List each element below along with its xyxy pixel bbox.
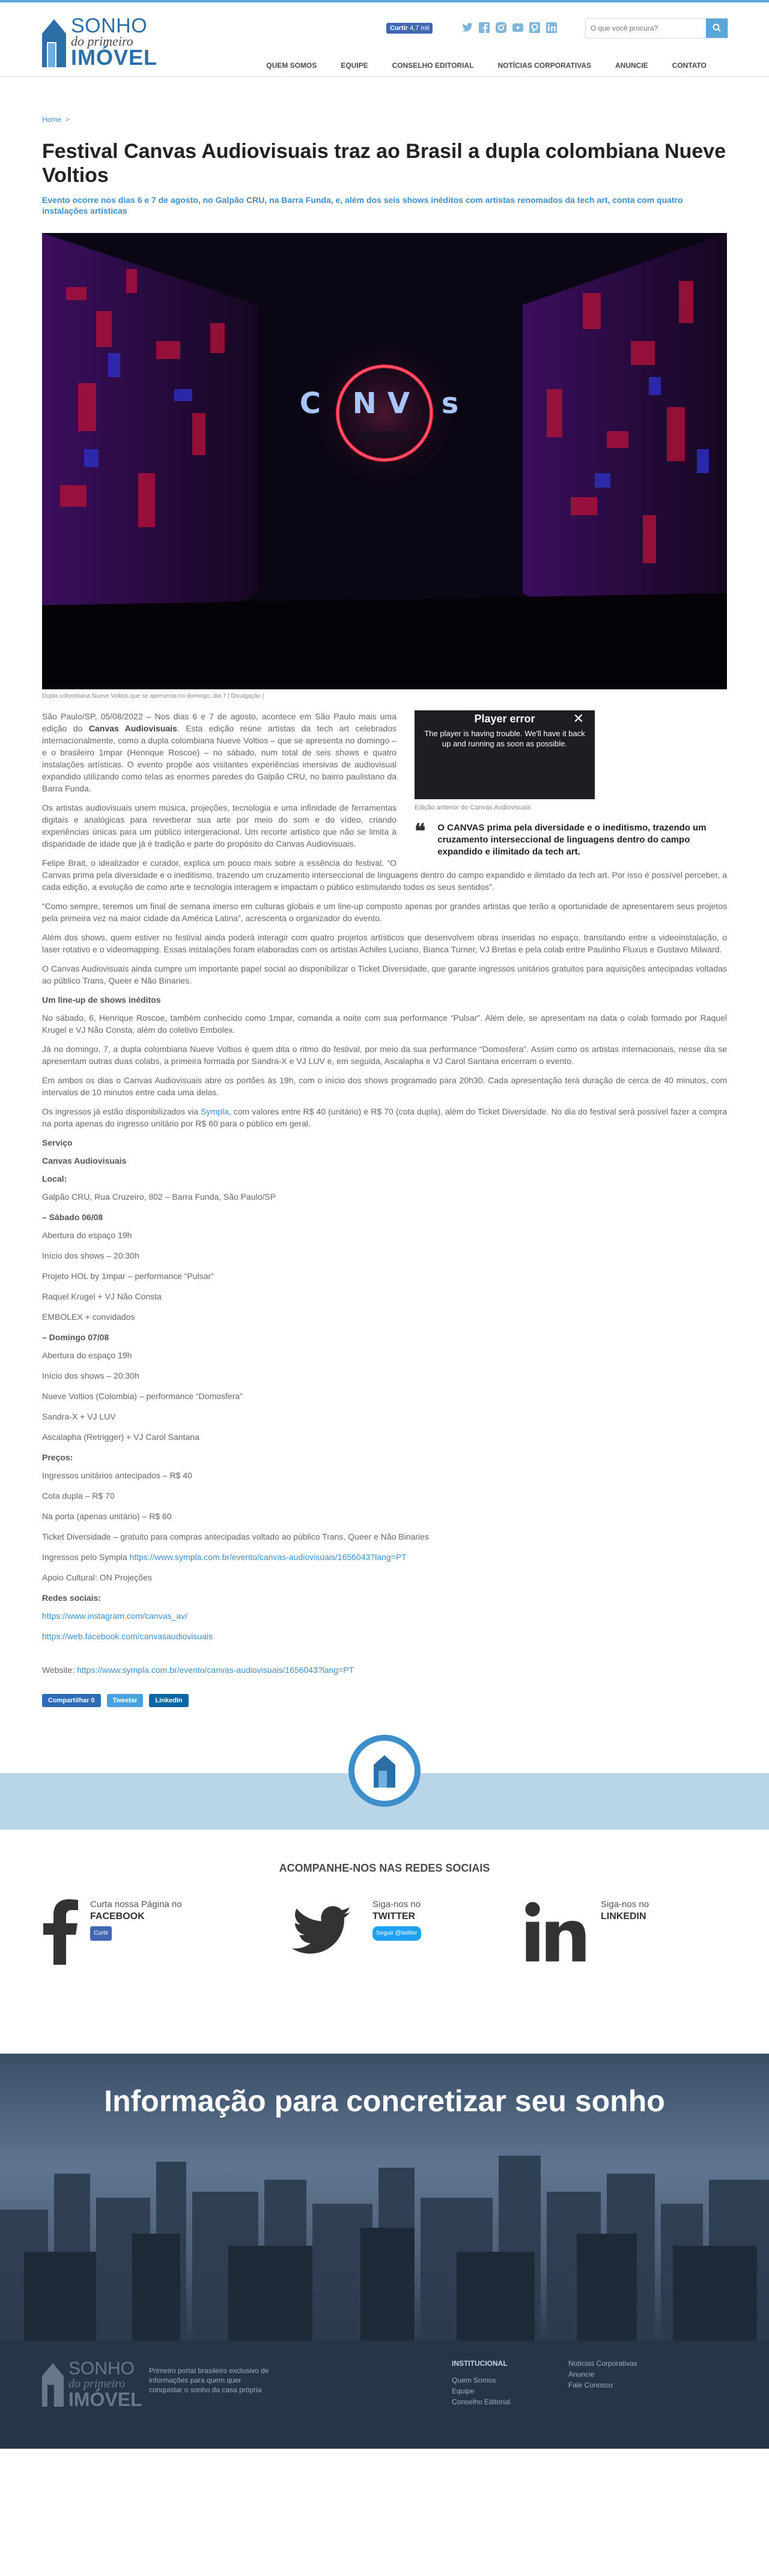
aside-box [415, 710, 727, 858]
footer-logo-line-3: IMÓVEL [68, 2389, 142, 2410]
precos-label: Preços: [42, 1453, 73, 1462]
video-caption: Edição anterior do Canvas Audiovisuais [415, 804, 531, 811]
nav-noticias-corporativas[interactable]: NOTÍCIAS CORPORATIVAS [497, 61, 591, 70]
facebook-link[interactable]: https://web.facebook.com/canvasaudiovisuais [42, 1631, 213, 1641]
domingo-item: Abertura do espaço 19h [42, 1350, 132, 1360]
video-error-title: Player error [474, 713, 535, 725]
preco-item: Cota dupla – R$ 70 [42, 1491, 115, 1501]
redes-label: Redes sociais: [42, 1593, 102, 1603]
linkedin-follow-line2: LINKEDIN [601, 1911, 646, 1921]
site-logo[interactable] [41, 16, 157, 68]
search-button[interactable] [706, 19, 728, 38]
twitter-follow-block [282, 1899, 487, 1977]
close-icon[interactable]: ✕ [573, 711, 584, 726]
twitter-follow-line2: TWITTER [372, 1911, 416, 1921]
paragraph-7: No sábado, 6, Henrique Roscoe, também conhecido como 1mpar, comanda a noite com sua performance “Pulsar”. Além dele, se apresentam na data o colab formado por Raquel Krugel e VJ Não Consta, além do coletivo Embolex. [42, 1013, 727, 1035]
event-name: Canvas Audiovisuais [42, 1156, 127, 1166]
linkedin-icon[interactable] [546, 22, 558, 34]
footer-institucional [452, 2359, 510, 2408]
footer-logo-line-1: SONHO [68, 2359, 135, 2378]
twitter-follow-line1: Siga-nos no [372, 1899, 421, 1909]
paragraph-3: Felipe Brait, o idealizador e curador, explica um pouco mais sobre a essência do festival. “O Canvas prima pela diversidade e o ineditismo, trazendo um cruzamento interseccional de linguagens dentro do campo expandido e ilimitado da tech art. Por isso é possível perceber, a cada edição, a evolução de como arte e tecnologia interagem e impactam o público estimulando todos os seus sentidos”. [42, 858, 727, 892]
nav-quem-somos[interactable]: QUEM SOMOS [266, 61, 317, 70]
breadcrumb-home[interactable]: Home [42, 115, 62, 124]
footer-link-conselho[interactable]: Conselho Editorial [452, 2398, 511, 2406]
sabado-item: Raquel Krugel + VJ Não Consta [42, 1292, 162, 1301]
website-link[interactable]: https://www.sympla.com.br/evento/canvas-audiovisuais/1656043?lang=PT [77, 1665, 354, 1675]
breadcrumb-separator: > [65, 115, 70, 124]
apoio-cultural: Apoio Cultural: ON Projeções [42, 1573, 152, 1582]
paragraph-6: O Canvas Audiovisuais ainda cumpre um importante papel social ao disponibilizar o Ticket Diversidade, que garante ingressos unitários gratuitos para aquisições antecipadas voltadas ao público Trans, Queer e Não Binaries. [42, 964, 727, 985]
pull-quote-text: O CANVAS prima pela diversidade e o ineditismo, trazendo um cruzamento interseccional de linguagens dentro do campo expandido e ilimitado da tech art. [437, 823, 707, 857]
share-linkedin-button[interactable]: LinkedIn [149, 1694, 188, 1707]
share-twitter-button[interactable]: Tweetar [107, 1694, 144, 1707]
logo-line-3: IMÓVEL [71, 45, 158, 70]
house-logo-icon [348, 1735, 421, 1807]
local-address: Galpão CRU, Rua Cruzeiro, 802 – Barra Funda, São Paulo/SP [42, 1192, 276, 1202]
domingo-item: Nueve Voltios (Colombia) – performance “Domosfera” [42, 1391, 243, 1401]
sabado-label: – Sábado 06/08 [42, 1212, 103, 1222]
paragraph-2: Os artistas audiovisuais unem música, projeções, tecnologia e uma infinidade de ferramentas digitais e analógicas para reverberar sua arte por meio do som e do vídeo, criando experiências únicas para um público intergeracional. Um recorte artístico que não se limita à disparidade de idade que já é tradição e parte do propósito do Canvas Audiovisuais. [42, 803, 397, 848]
preco-item: Ingressos unitários antecipados – R$ 40 [42, 1471, 192, 1480]
instagram-icon[interactable] [495, 22, 507, 34]
facebook-curtir-button[interactable]: Curtir [90, 1926, 112, 1941]
sympla-row: Ingressos pelo Sympla https://www.sympla.com.br/evento/canvas-audiovisuais/1656043?lang=PT [42, 1552, 407, 1562]
nav-conselho-editorial[interactable]: CONSELHO EDITORIAL [392, 61, 474, 70]
search-input[interactable] [586, 19, 706, 38]
paragraph-10: Os ingressos já estão disponibilizados via Sympla, com valores entre R$ 40 (unitário) e R$ 70 (cota dupla), além do Ticket Diversidade. No dia do festival será possível fazer a compra na porta apenas do ingresso unitário por R$ 60 para o público em geral. [42, 1107, 727, 1128]
sympla-link[interactable]: Sympla [201, 1107, 229, 1116]
local-label: Local: [42, 1174, 67, 1184]
domingo-item: Início dos shows – 20:30h [42, 1371, 139, 1380]
divider-band [0, 1773, 769, 1830]
pull-quote [415, 822, 727, 858]
header-social-icons [461, 22, 558, 34]
sabado-item: EMBOLEX + convidados [42, 1312, 135, 1322]
article-container [42, 115, 727, 1707]
site-header [0, 2, 769, 77]
paragraph-1: São Paulo/SP, 05/08/2022 – Nos dias 6 e 7 de agosto, acontece em São Paulo mais uma edição do Canvas Audiovisuais. Esta edição reúne artistas da tech art celebrados internacionalmente, como a dupla colombiana Nueve Voltios – que se apresenta no domingo – e o brasileiro 1mpar (Henrique Roscoe) – no sábado, num total de seis shows e quatro instalações artísticas. O evento propõe aos visitantes experiências imersivas de audiovisual expandido utilizando como telas as enormes paredes do Galpão CRU, no bairro paulistano da Barra Funda. [42, 712, 397, 793]
footer-links [568, 2359, 637, 2391]
lineup-heading: Um line-up de shows inéditos [42, 995, 161, 1005]
logo-line-2: do primeiro [71, 34, 133, 49]
social-section-title: ACOMPANHE-NOS NAS REDES SOCIAIS [279, 1862, 490, 1874]
article-subtitle: Evento ocorre nos dias 6 e 7 de agosto, no Galpão CRU, na Barra Funda, e, além dos seis shows inéditos com artistas renomados da tech art, conta com quatro instalações artísticas [42, 195, 683, 216]
quote-mark-icon: ❝ [415, 821, 426, 843]
paragraph-5: Além dos shows, quem estiver no festival ainda poderá interagir com quatro projetos artísticos que desenvolvem obras inseridas no espaço, transitando entre a videoinstalação, o laser rotativo e o videomapping. Essas instalações foram elaboradas com os artistas Achiles Luciano, Bianca Turner, VJ Bretas e pela colab entre Paulinho Fluxus e Gustavo Milward. [42, 933, 727, 954]
house-logo-icon [41, 16, 67, 67]
sabado-item: Início dos shows – 20:30h [42, 1251, 139, 1260]
facebook-icon[interactable] [478, 22, 490, 34]
facebook-follow-line1: Curta nossa Página no [90, 1899, 182, 1909]
twitter-icon [282, 1899, 360, 1965]
breadcrumb [42, 115, 727, 124]
facebook-follow-block [42, 1899, 246, 1977]
city-banner [0, 2054, 769, 2341]
facebook-like-label: Curtir [390, 25, 408, 32]
footer-logo-line-2: do primeiro [68, 2377, 126, 2390]
footer-link-equipe[interactable]: Equipe [452, 2387, 475, 2395]
facebook-like-count: 4,7 mil [410, 25, 430, 32]
article-body [42, 710, 727, 1676]
share-facebook-button[interactable]: Compartilhar 0 [42, 1694, 101, 1707]
paragraph-8: Já no domingo, 7, a dupla colombiana Nueve Voltios é quem dita o ritmo do festival, por meio da sua performance “Domosfera”. Assim como os artistas internacionais, nesse dia se apresentam outras duas colabs, a primeira formada por Sandra-X e VJ LUV e, em seguida, Ascalapha e VJ Carol Santana encerram o evento. [42, 1044, 727, 1066]
paragraph-4: “Como sempre, teremos um final de semana imerso em culturas globais e um line-up composto apenas por grandes artistas que terão a oportunidade de apresentarem seus projetos pela primeira vez na maior cidade da América Latina”, acrescenta o organizador do evento. [42, 901, 727, 923]
footer-link-quem-somos[interactable]: Quem Somos [452, 2376, 496, 2384]
servico-heading: Serviço [42, 1138, 73, 1147]
twitter-follow-button[interactable]: Seguir @twitter [372, 1926, 421, 1941]
social-follow-section [0, 1862, 769, 1977]
search-icon [713, 23, 721, 32]
hero-caption: Dupla colombiana Nueve Voltios que se apresenta no domingo, dia 7 | Divulgação | [42, 693, 264, 700]
facebook-icon [42, 1899, 78, 1965]
footer-description: Primeiro portal brasileiro exclusivo de informações para quem quer conquistar o sonho da casa própria [149, 2366, 269, 2394]
video-error-message: The player is having trouble. We'll have it back up and running as soon as possible. [424, 729, 585, 748]
sabado-item: Abertura do espaço 19h [42, 1230, 132, 1240]
facebook-like-button[interactable] [386, 23, 433, 34]
preco-item: Ticket Diversidade – gratuito para compras antecipadas voltado ao público Trans, Queer e Não Binaries [42, 1532, 429, 1541]
youtube-icon[interactable] [512, 22, 524, 34]
logo-line-1: SONHO [71, 14, 148, 37]
domingo-label: – Domingo 07/08 [42, 1332, 109, 1342]
house-logo-icon [41, 2360, 65, 2407]
footer-institucional-title: INSTITUCIONAL [452, 2359, 508, 2368]
domingo-item: Ascalapha (Retrigger) + VJ Carol Santana [42, 1432, 199, 1442]
nav-equipe[interactable]: EQUIPE [341, 61, 368, 70]
instagram-link[interactable]: https://www.instagram.com/canvas_av/ [42, 1611, 187, 1621]
city-banner-title: Informação para concretizar seu sonho [104, 2084, 665, 2118]
main-nav [254, 61, 719, 70]
footer-link-fale-conosco[interactable]: Fale Conosco [568, 2381, 613, 2389]
video-player[interactable] [415, 710, 595, 799]
linkedin-icon [523, 1899, 589, 1965]
hero-canvas-logo-text: C NV s [299, 387, 470, 420]
share-buttons [42, 1694, 727, 1707]
site-footer [0, 2341, 769, 2449]
pinterest-icon[interactable] [529, 22, 541, 34]
footer-logo[interactable] [41, 2360, 142, 2409]
nav-anuncie[interactable]: ANUNCIE [615, 61, 648, 70]
footer-link-anuncie[interactable]: Anuncie [568, 2370, 595, 2378]
linkedin-follow-block [523, 1899, 727, 1977]
paragraph-9: Em ambos os dias o Canvas Audiovisuais abre os portões às 19h, com o início dos shows programado para 20h30. Cada apresentação terá duração de cerca de 40 minutos, com intervalos de 10 minutos entre cada uma delas. [42, 1075, 727, 1097]
sabado-item: Projeto HOL by 1mpar – performance “Pulsar” [42, 1271, 214, 1281]
article-title: Festival Canvas Audiovisuais traz ao Brasil a dupla colombiana Nueve Voltios [42, 140, 726, 187]
domingo-item: Sandra-X + VJ LUV [42, 1412, 116, 1421]
website-row: Website: https://www.sympla.com.br/evento/canvas-audiovisuais/1656043?lang=PT [42, 1665, 354, 1675]
twitter-icon[interactable] [461, 22, 473, 34]
article-hero-image [42, 233, 727, 689]
sympla-url-link[interactable]: https://www.sympla.com.br/evento/canvas-audiovisuais/1656043?lang=PT [129, 1552, 407, 1562]
footer-link-noticias[interactable]: Notícias Corporativas [568, 2359, 637, 2368]
preco-item: Na porta (apenas unitário) – R$ 60 [42, 1511, 172, 1521]
linkedin-follow-line1: Siga-nos no [601, 1899, 649, 1909]
facebook-follow-line2: FACEBOOK [90, 1911, 145, 1921]
search-box [585, 18, 728, 38]
nav-contato[interactable]: CONTATO [672, 61, 707, 70]
